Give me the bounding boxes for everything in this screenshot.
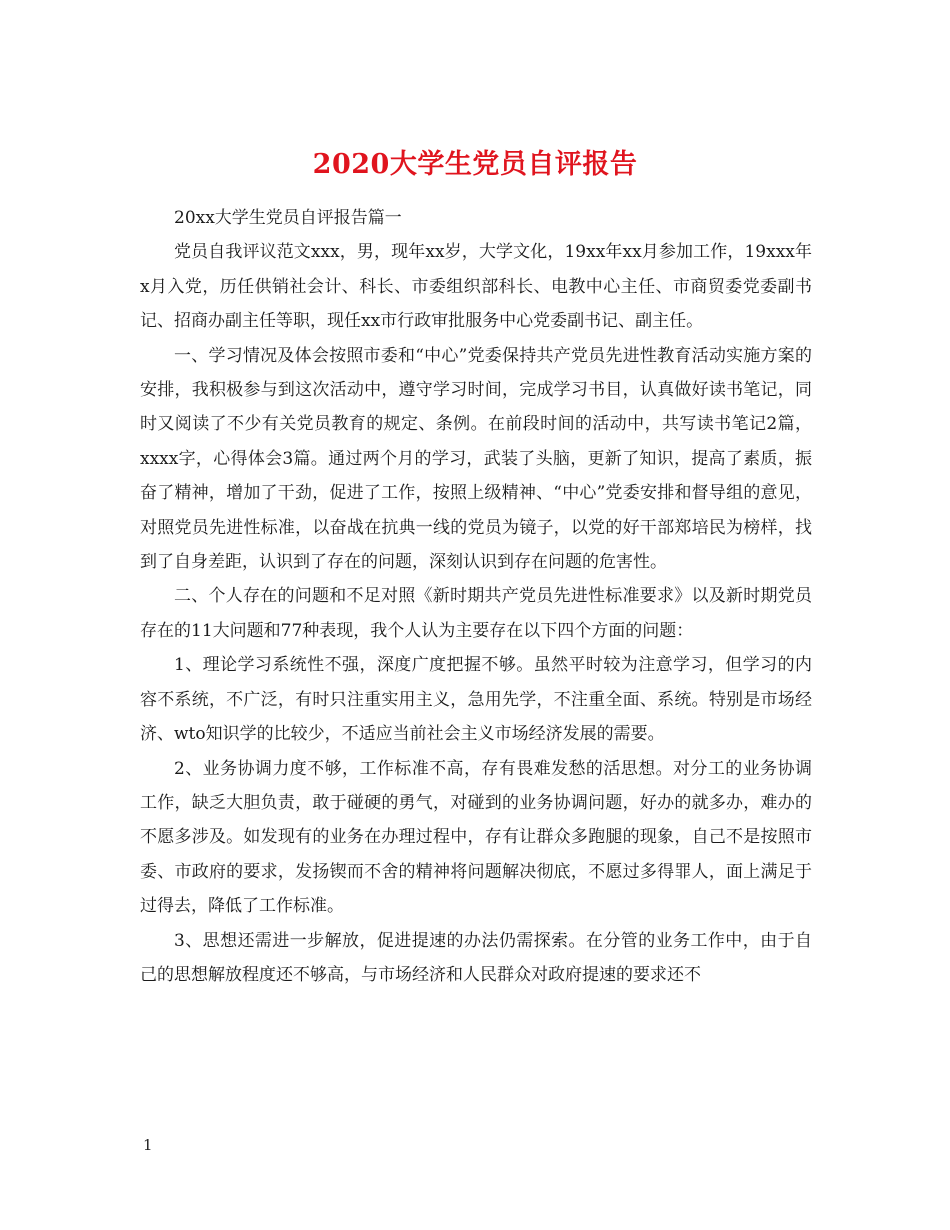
document-title: 2020大学生党员自评报告 bbox=[312, 149, 638, 181]
paragraph-study: 一、学习情况及体会按照市委和“中心”党委保持共产党员先进性教育活动实施方案的安排，我积极参与到这次活动中，遵守学习时间，完成学习书目，认真做好读书笔记，同时又阅读了不少有关党员教育的规定、条例。在前段时间的活动中，共写读书笔记2篇，xxxx字，心得体会3篇。通过两个月的学习，武装了头脑，更新了知识，提高了素质，振奋了精神，增加了干劲，促进了工作，按照上级精神、“中心”党委安排和督导组的意见，对照党员先进性标准，以奋战在抗典一线的党员为镜子，以党的好干部郑培民为榜样，找到了自身差距，认识到了存在的问题，深刻认识到存在问题的危害性。 bbox=[140, 345, 812, 573]
paragraph-problem-3: 3、思想还需进一步解放，促进提速的办法仍需探索。在分管的业务工作中，由于自己的思想解放程度还不够高，与市场经济和人民群众对政府提速的要求还不 bbox=[140, 930, 812, 985]
page-number: 1 bbox=[143, 1136, 153, 1154]
section-heading: 20xx大学生党员自评报告篇一 bbox=[174, 208, 402, 228]
paragraph-problem-1: 1、理论学习系统性不强，深度广度把握不够。虽然平时较为注意学习，但学习的内容不系统，不广泛，有时只注重实用主义，急用先学，不注重全面、系统。特别是市场经济、wto知识学的比较少，不适应当前社会主义市场经济发展的需要。 bbox=[140, 655, 812, 745]
document-body bbox=[140, 201, 812, 992]
paragraph-problem-2: 2、业务协调力度不够，工作标准不高，存有畏难发愁的活思想。对分工的业务协调工作，缺乏大胆负责，敢于碰硬的勇气，对碰到的业务协调问题，好办的就多办，难办的不愿多涉及。如发现有的业务在办理过程中，存有让群众多跑腿的现象，自己不是按照市委、市政府的要求，发扬锲而不舍的精神将问题解决彻底，不愿过多得罪人，面上满足于过得去，降低了工作标准。 bbox=[140, 758, 812, 917]
paragraph-problems: 二、个人存在的问题和不足对照《新时期共产党员先进性标准要求》以及新时期党员存在的11大问题和77种表现，我个人认为主要存在以下四个方面的问题： bbox=[140, 586, 812, 641]
paragraph-intro: 党员自我评议范文xxx，男，现年xx岁，大学文化，19xx年xx月参加工作，19xxx年x月入党，历任供销社会计、科长、市委组织部科长、电教中心主任、市商贸委党委副书记、招商办副主任等职，现任xx市行政审批服务中心党委副书记、副主任。 bbox=[140, 242, 812, 332]
